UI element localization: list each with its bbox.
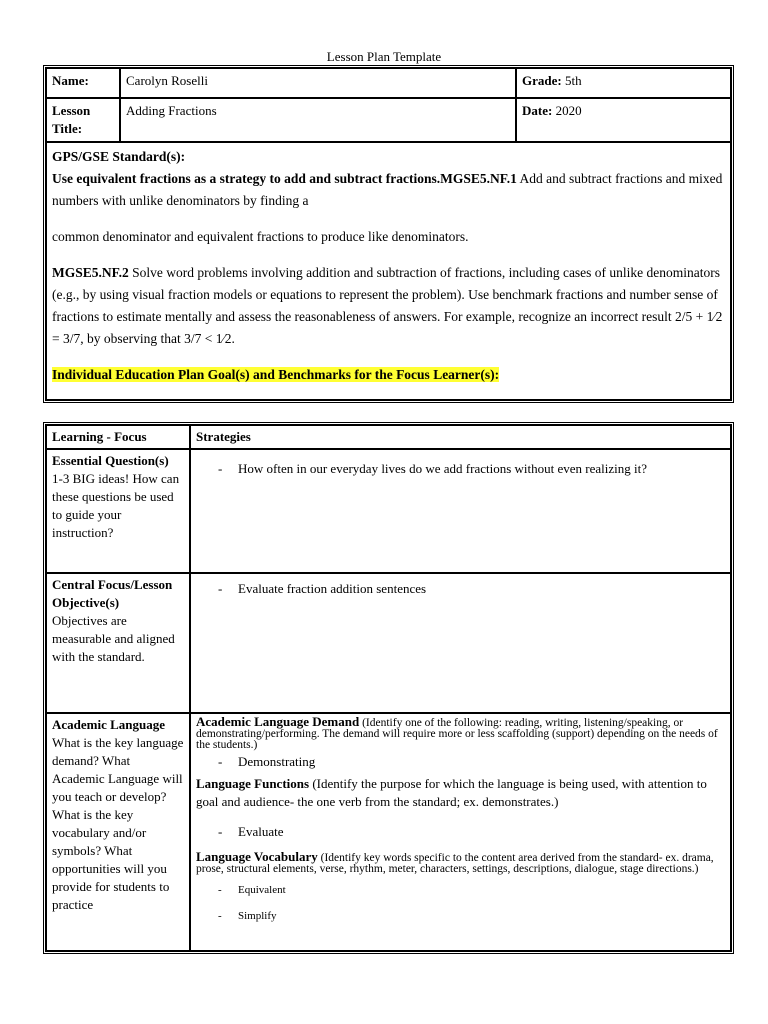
- standards-cell: [46, 142, 731, 400]
- document-title: Lesson Plan Template: [326, 49, 442, 64]
- central-focus-title: Central Focus/Lesson Objective(s): [52, 577, 173, 610]
- central-focus-cell: [46, 573, 190, 713]
- dash-marker: -: [218, 910, 222, 922]
- language-functions-item: Evaluate: [238, 824, 284, 839]
- nf1-text: Add and subtract fractions and mixed numbers with unlike denominators by finding a: [52, 171, 723, 208]
- language-functions-title: Language Functions: [196, 776, 310, 791]
- nf2-text: Solve word problems involving addition and subtraction of fractions, including cases of unlike denominators (e.g., by using visual fraction models or equations to represent the problem). Use benchmark fractions and number sense of fractions to estimate mentally and assess the reasonableness of answers. For example, recognize an incorrect result 2/5 + 1⁄2 = 3/7, by observing that 3/7 < 1⁄2.: [52, 265, 723, 346]
- strategies-header: Strategies: [190, 425, 731, 449]
- dash-marker: -: [218, 581, 223, 596]
- dash-marker: -: [218, 754, 223, 769]
- language-vocabulary-block: [196, 851, 725, 875]
- language-vocabulary-text: (Identify key words specific to the content area derived from the standard- ex. drama, prose, structural elements, verse, rhythm, meter, characters, settings, descriptions, dialogue, stage directions.): [196, 852, 714, 875]
- essential-question-cell: [46, 449, 190, 573]
- dash-marker: -: [218, 884, 222, 896]
- central-focus-strategy: [190, 573, 731, 713]
- standards-heading: GPS/GSE Standard(s):: [52, 149, 186, 164]
- language-functions-text: (Identify the purpose for which the language is being used, with attention to goal and audience- the one verb from the standard; ex. demonstrates.): [196, 776, 707, 809]
- essential-question-item: How often in our everyday lives do we add fractions without even realizing it?: [238, 461, 648, 476]
- academic-language-strategy: [190, 713, 731, 951]
- essential-question-desc: 1-3 BIG ideas! How can these questions be used to guide your instruction?: [52, 471, 180, 540]
- academic-language-title: Academic Language: [52, 717, 166, 732]
- essential-question-title: Essential Question(s): [52, 453, 169, 468]
- iep-goal-heading: Individual Education Plan Goal(s) and Benchmarks for the Focus Learner(s):: [52, 367, 500, 382]
- essential-question-strategy: [190, 449, 731, 573]
- language-demand-block: [196, 716, 725, 751]
- date-value: 2020: [555, 103, 582, 118]
- academic-language-desc: What is the key language demand? What Academic Language will you teach or develop? What is the key vocabulary and/or symbols? What opportunities will you provide for students to practice: [52, 735, 184, 912]
- language-demand-item: Demonstrating: [238, 754, 316, 769]
- date-cell: [516, 98, 731, 142]
- vocab-item: Equivalent: [238, 884, 286, 896]
- lesson-title-label: Lesson Title:: [46, 98, 120, 142]
- academic-language-cell: [46, 713, 190, 951]
- vocab-item: Simplify: [238, 910, 277, 922]
- dash-marker: -: [218, 461, 223, 476]
- language-demand-title: Academic Language Demand: [196, 714, 360, 729]
- nf2-code: MGSE5.NF.2: [52, 265, 129, 280]
- name-value: Carolyn Roselli: [120, 68, 516, 98]
- language-functions-block: [196, 775, 725, 811]
- learning-focus-header: Learning - Focus: [46, 425, 190, 449]
- learning-focus-table: [43, 422, 734, 954]
- grade-cell: [516, 68, 731, 98]
- central-focus-desc: Objectives are measurable and aligned with the standard.: [52, 613, 175, 664]
- name-label: Name:: [46, 68, 120, 98]
- nf1-continued: common denominator and equivalent fractions to produce like denominators.: [52, 229, 469, 244]
- lesson-title-value: Adding Fractions: [120, 98, 516, 142]
- central-focus-item: Evaluate fraction addition sentences: [238, 581, 427, 596]
- dash-marker: -: [218, 824, 223, 839]
- grade-label: Grade:: [522, 73, 562, 88]
- grade-value: 5th: [564, 73, 582, 88]
- language-demand-text: (Identify one of the following: reading, writing, listening/speaking, or demonstrating/performing. The demand will require more or less scaffolding (support) depending on the needs of the students.): [196, 717, 718, 751]
- date-label: Date:: [522, 103, 553, 118]
- lesson-header-table: [43, 65, 734, 403]
- language-vocabulary-title: Language Vocabulary: [196, 849, 318, 864]
- nf1-code: Use equivalent fractions as a strategy to add and subtract fractions.MGSE5.NF.1: [52, 171, 517, 186]
